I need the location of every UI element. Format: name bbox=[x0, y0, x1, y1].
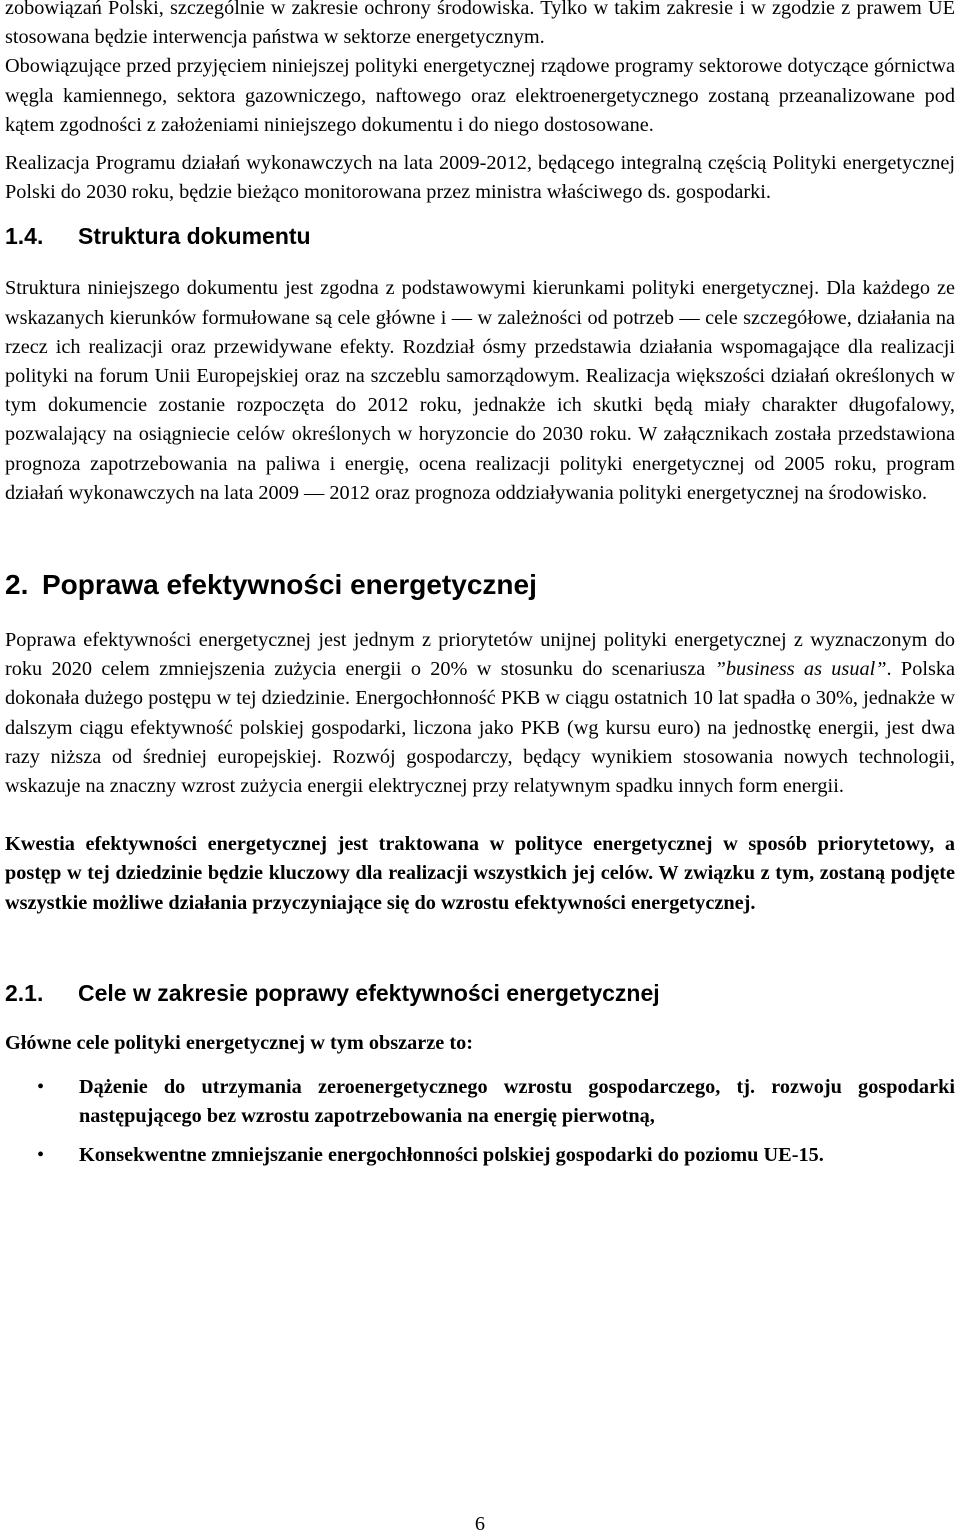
heading-2 bbox=[5, 568, 955, 602]
heading-number: 2. bbox=[5, 569, 29, 601]
bullet-icon: • bbox=[37, 1076, 45, 1099]
goals-list bbox=[5, 1073, 955, 1171]
paragraph-efficiency-key-statement: Kwestia efektywności energetycznej jest traktowana w polityce energetycznej w sposób priorytetowy, a postęp w tej dziedzinie będzie kluczowy dla realizacji wszystkich jej celów. W związku z tym, zostaną podjęte wszystkie możliwe działania przyczyniające się do wzrostu efektywności energetycznej. bbox=[5, 833, 955, 914]
italic-phrase: ”business as usual” bbox=[714, 658, 887, 681]
paragraph-program-monitoring: Realizacja Programu działań wykonawczych na lata 2009-2012, będącego integralną częścią Polityki energetycznej Polski do 2030 roku, będzie bieżąco monitorowana przez ministra właściwego ds. gospodarki. bbox=[5, 152, 955, 204]
heading-title: Poprawa efektywności energetycznej bbox=[42, 569, 537, 601]
text-run: Poprawa efektywności energetycznej jest jednym z priorytetów unijnej polityki energetycznej z wyznaczonym do roku 2020 celem zmniejszenia zużycia energii o 20% w stosunku do scenariusza bbox=[5, 629, 955, 681]
paragraph-efficiency-priority bbox=[5, 626, 955, 801]
text-run: . Polska dokonała dużego postępu w tej dziedzinie. Energochłonność PKB w ciągu ostatnich 10 lat spadła o 30%, jednakże w dalszym ciągu efektywność polskiej gospodarki, liczona jako PKB (wg kursu euro) na jednostkę energii, jest dwa razy niższa od średniej europejskiej. Rozwój gospodarczy, będący wynikiem stosowania nowych technologii, wskazuje na znaczny wzrost zużycia energii elektrycznej przy relatywnym spadku innych form energii. bbox=[5, 658, 956, 798]
heading-title: Struktura dokumentu bbox=[78, 223, 311, 250]
heading-title: Cele w zakresie poprawy efektywności energetycznej bbox=[78, 979, 660, 1006]
paragraph-sector-programs: Obowiązujące przed przyjęciem niniejszej polityki energetycznej rządowe programy sektorowe dotyczące górnictwa węgla kamiennego, sektora gazowniczego, naftowego oraz elektroenergetycznego zostaną przeanalizowane pod kątem zgodności z założeniami niniejszego dokumentu i do niego dostosowane. bbox=[5, 55, 955, 136]
paragraph-document-structure: Struktura niniejszego dokumentu jest zgodna z podstawowymi kierunkami polityki energetycznej. Dla każdego ze wskazanych kierunków formułowane są cele główne i — w zależności od potrzeb — cele szczegółowe, działania na rzecz ich realizacji oraz przewidywane efekty. Rozdział ósmy przedstawia działania wspomagające dla realizacji polityki na forum Unii Europejskiej oraz na szczeblu samorządowym. Realizacja większości działań określonych w tym dokumencie zostanie rozpoczęta do 2012 roku, jednakże ich skutki będą miały charakter długofalowy, pozwalający na osiągniecie celów określonych w horyzoncie do 2030 roku. W załącznikach została przedstawiona prognoza zapotrzebowania na paliwa i energię, ocena realizacji polityki energetycznej od 2005 roku, program działań wykonawczych na lata 2009 — 2012 oraz prognoza oddziaływania polityki energetycznej na środowisko. bbox=[5, 277, 955, 504]
heading-number: 1.4. bbox=[5, 223, 44, 250]
heading-1-4 bbox=[5, 221, 955, 251]
list-item bbox=[5, 1141, 955, 1170]
paragraph-main-goals-intro: Główne cele polityki energetycznej w tym obszarze to: bbox=[5, 1031, 474, 1054]
page-number: 6 bbox=[474, 1513, 486, 1535]
document-page bbox=[5, 0, 955, 1171]
heading-number: 2.1. bbox=[5, 979, 44, 1006]
list-item-text: Dążenie do utrzymania zeroenergetycznego wzrostu gospodarczego, tj. rozwoju gospodarki następującego bez wzrostu zapotrzebowania na energię pierwotną, bbox=[79, 1076, 955, 1128]
paragraph-intro-continued: zobowiązań Polski, szczególnie w zakresie ochrony środowiska. Tylko w takim zakresie i w zgodzie z prawem UE stosowana będzie interwencja państwa w sektorze energetycznym. bbox=[5, 0, 955, 49]
list-item-text: Konsekwentne zmniejszanie energochłonności polskiej gospodarki do poziomu UE-15. bbox=[79, 1144, 824, 1167]
heading-2-1 bbox=[5, 978, 955, 1008]
bullet-icon: • bbox=[37, 1144, 45, 1167]
list-item bbox=[5, 1073, 955, 1131]
